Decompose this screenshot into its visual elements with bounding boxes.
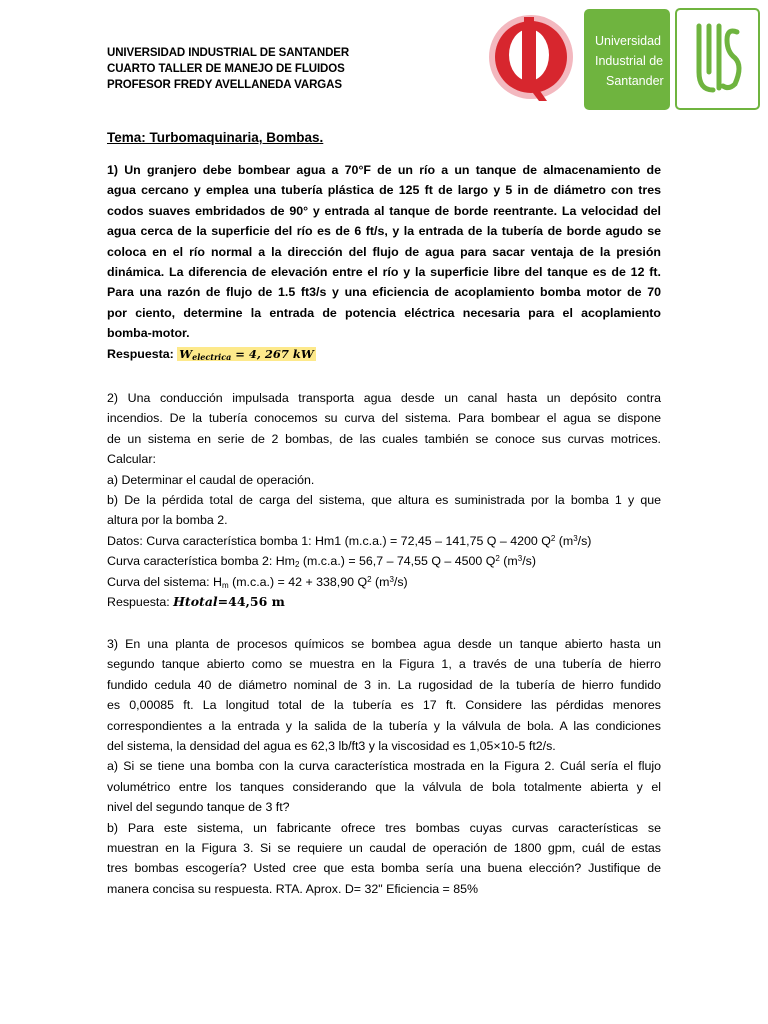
problem-1	[107, 160, 661, 364]
problem-1-line: codos suaves embridados de 90° y entrada al tanque de borde reentrante. La velocidad del	[107, 203, 661, 218]
problem-2-calc: Calcular:	[107, 452, 156, 467]
problem-3-line: 3) En una planta de procesos químicos se bombea agua desde un tanque abierto hasta un	[107, 637, 661, 651]
uis-logo	[582, 7, 762, 113]
problem-1-line: coloca en el río normal a la dirección del flujo de agua para sacar ventaja de la presión	[107, 244, 661, 259]
problem-1-line: bomba-motor.	[107, 326, 190, 341]
problem-3-line: segundo tanque abierto como se muestra en la Figura 1, a través de una tubería de hierro	[107, 657, 661, 672]
problem-2-answer	[107, 592, 661, 612]
answer-label: Respuesta:	[107, 346, 178, 361]
problem-1-line: agua cercano y emplea una tubería plástica de 125 ft de largo y 5 in de diámetro con tres	[107, 183, 661, 198]
problem-3-part-b: b) Para este sistema, un fabricante ofrece tres bombas cuyas curvas características se	[107, 820, 661, 835]
uis-wordmark	[584, 9, 670, 110]
problem-3-part-a: nivel del segundo tanque de 3 ft?	[107, 800, 290, 815]
problem-3-part-b: muestran en la Figura 3. Si se requiere un caudal de operación de 1800 gpm, cuál de estas	[107, 841, 661, 856]
problem-3-line: es 0,00085 ft. La longitud total de la tubería es 17 ft. Considere las pérdidas menores	[107, 698, 661, 713]
problem-1-line: 1) Un granjero debe bombear agua a 70°F de un río a un tanque de almacenamiento de	[107, 163, 661, 177]
answer-symbol: W	[179, 346, 193, 361]
problem-2-part-b: b) De la pérdida total de carga del sistema, que altura es suministrada por la bomba 1 y que	[107, 493, 661, 508]
uis-word-industrial: Industrial de	[595, 54, 664, 68]
header-professor: PROFESOR FREDY AVELLANEDA VARGAS	[107, 79, 342, 91]
answer-label: Respuesta:	[107, 595, 174, 610]
document-header	[107, 45, 349, 93]
problem-3-part-b: tres bombas escogería? Usted cree que esta bomba sería una buena elección? Justifique de	[107, 861, 661, 876]
answer-value: Htotal=44,56 m	[173, 594, 285, 610]
problem-1-line: por ciento, determine la entrada de potencia eléctrica necesaria para el acoplamiento	[107, 305, 661, 320]
problem-3-line: del sistema, la densidad del agua es 62,3 lb/ft3 y la viscosidad es 1,05×10-5 ft2/s.	[107, 739, 556, 754]
problem-3-line: fundido cedula 40 de diámetro nominal de 3 in. La rugosidad de la tubería de hierro fundido	[107, 677, 661, 692]
pump-1-curve: Datos: Curva característica bomba 1: Hm1 (m.c.a.) = 72,45 – 141,75 Q – 4200 $Q^2$ $(m^3/s)$	[107, 533, 592, 548]
problem-3-part-a: volumétrico entre los tanques considerando que la válvula de bola totalmente abierta y el	[107, 779, 661, 794]
uis-monogram	[675, 8, 760, 110]
problem-2	[107, 388, 661, 612]
uis-word-universidad: Universidad	[595, 34, 662, 48]
problem-3-part-b: manera concisa su respuesta. RTA. Aprox. D= 32" Eficiencia = 85%	[107, 881, 479, 896]
problem-2-part-a: a) Determinar el caudal de operación.	[107, 472, 315, 487]
pump-2-curve: Curva característica bomba 2: $Hm_2$ (m.c.a.) = 56,7 – 74,55 Q – 4500 $Q^2$ $(m^3/s)$	[107, 554, 536, 570]
problem-3-line: correspondientes a la entrada y la salida de la tubería y la válvula de bola. A las condiciones	[107, 718, 661, 733]
uis-word-santander: Santander	[606, 74, 664, 88]
problem-2-line: incendios. De la tubería conocemos su curva del sistema. Para bombear el agua se dispone	[107, 411, 661, 426]
problem-1-line: agua cerca de la superficie del río es de 6 ft/s, y la entrada de la tubería de borde agudo se	[107, 224, 661, 239]
problem-1-line: Para una razón de flujo de 1.5 ft3/s y una eficiencia de acoplamiento bomba motor de 70	[107, 285, 661, 300]
problem-3-part-a: a) Si se tiene una bomba con la curva característica mostrada en la Figura 2. Cuál sería el flujo	[107, 759, 661, 774]
problem-1-answer	[107, 344, 661, 364]
answer-subscript: electrica	[192, 351, 232, 362]
problem-3	[107, 634, 661, 899]
uis-monogram-icon	[677, 10, 758, 108]
problem-2-line: 2) Una conducción impulsada transporta agua desde un canal hasta un depósito contra	[107, 391, 661, 405]
answer-value-box	[177, 347, 316, 361]
page-title: Tema: Turbomaquinaria, Bombas.	[107, 130, 324, 145]
system-curve: Curva del sistema: $H_m$ (m.c.a.) = 42 + 338,90 $Q^2$ $(m^3/s)$	[107, 574, 408, 590]
header-workshop: CUARTO TALLER DE MANEJO DE FLUIDOS	[107, 63, 345, 75]
answer-value: = 4, 267 kW	[231, 346, 314, 361]
problem-2-part-b: altura por la bomba 2.	[107, 513, 228, 528]
problem-2-line: de un sistema en serie de 2 bombas, de las cuales también se conoce sus curvas motrices.	[107, 431, 661, 446]
header-university: UNIVERSIDAD INDUSTRIAL DE SANTANDER	[107, 47, 350, 59]
problem-1-line: dinámica. La diferencia de elevación entre el río y la superficie libre del tanque es de 12 ft.	[107, 265, 661, 280]
iq-logo	[487, 11, 575, 107]
